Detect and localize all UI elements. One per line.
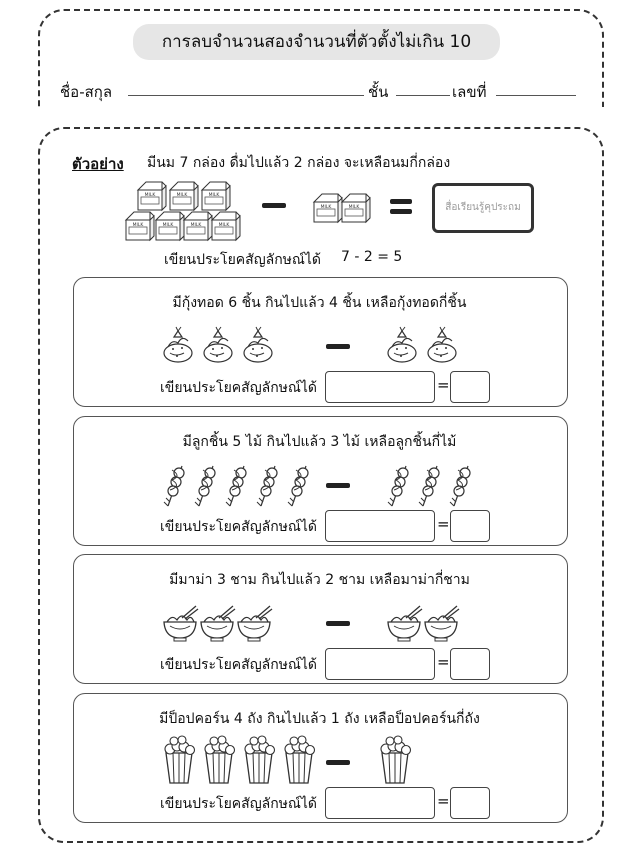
meatball-skewer-icon bbox=[419, 466, 439, 506]
noodle-bowl-icon bbox=[425, 606, 459, 641]
equals-sign-top bbox=[390, 199, 412, 204]
popcorn-bucket-icon bbox=[245, 736, 275, 783]
meatball-skewer-icon bbox=[164, 466, 184, 506]
minus-sign bbox=[326, 483, 350, 488]
meatball-skewer-icon bbox=[226, 466, 246, 506]
items-taken bbox=[378, 741, 422, 791]
result-answer-box[interactable] bbox=[450, 787, 490, 819]
problem-question: มีกุ้งทอด 6 ชิ้น กินไปแล้ว 4 ชิ้น เหลือกุ้งทอดกี่ชิ้น bbox=[172, 295, 467, 311]
sentence-answer-box[interactable] bbox=[325, 510, 435, 542]
worksheet-title: การลบจำนวนสองจำนวนที่ตัวตั้งไม่เกิน 10 bbox=[133, 24, 500, 60]
items-taken bbox=[386, 602, 469, 652]
milk-carton-icon bbox=[314, 194, 342, 222]
noodle-bowl-icon bbox=[164, 606, 198, 641]
popcorn-bucket-icon bbox=[285, 736, 315, 783]
result-answer-box[interactable] bbox=[450, 510, 490, 542]
items-start bbox=[162, 325, 286, 375]
fried-shrimp-icon bbox=[244, 327, 272, 362]
meatball-skewer-icon bbox=[450, 466, 470, 506]
sentence-answer-box[interactable] bbox=[325, 371, 435, 403]
items-start bbox=[162, 741, 326, 791]
fried-shrimp-icon bbox=[204, 327, 232, 362]
result-answer-box[interactable] bbox=[450, 371, 490, 403]
number-label: เลขที่ bbox=[452, 83, 487, 101]
problem-question: มีลูกชิ้น 5 ไม้ กินไปแล้ว 3 ไม้ เหลือลูกชิ้นกี่ไม้ bbox=[182, 434, 457, 450]
minus-sign bbox=[326, 344, 350, 349]
sentence-label: เขียนประโยคสัญลักษณ์ได้ bbox=[160, 380, 318, 396]
sentence-label: เขียนประโยคสัญลักษณ์ได้ bbox=[160, 657, 318, 673]
meatball-skewer-icon bbox=[195, 466, 215, 506]
minus-sign bbox=[326, 760, 350, 765]
equals-label: = bbox=[437, 515, 450, 533]
problem-question: มีป็อปคอร์น 4 ถัง กินไปแล้ว 1 ถัง เหลือป็อปคอร์นกี่ถัง bbox=[159, 711, 480, 727]
milk-carton-icon bbox=[202, 182, 230, 210]
number-field[interactable] bbox=[496, 95, 576, 96]
items-taken bbox=[386, 464, 484, 514]
fried-shrimp-icon bbox=[388, 327, 416, 362]
meatball-skewer-icon bbox=[288, 466, 308, 506]
meatball-skewer-icon bbox=[257, 466, 277, 506]
noodle-bowl-icon bbox=[238, 606, 272, 641]
noodle-bowl-icon bbox=[201, 606, 235, 641]
milk-carton-icon bbox=[184, 212, 212, 240]
popcorn-bucket-icon bbox=[205, 736, 235, 783]
equals-label: = bbox=[437, 653, 450, 671]
milk-carton-icon bbox=[170, 182, 198, 210]
noodle-bowl-icon bbox=[388, 606, 422, 641]
equals-label: = bbox=[437, 792, 450, 810]
brand-box: สื่อเรียนรู้คุประถม bbox=[432, 183, 534, 233]
equals-label: = bbox=[437, 376, 450, 394]
minus-sign bbox=[262, 203, 286, 208]
example-tag: ตัวอย่าง bbox=[72, 155, 124, 173]
example-sentence-label: เขียนประโยคสัญลักษณ์ได้ bbox=[164, 252, 322, 268]
sentence-answer-box[interactable] bbox=[325, 648, 435, 680]
items-start bbox=[162, 602, 282, 652]
example-answer: 7 - 2 = 5 bbox=[341, 249, 403, 265]
items-taken bbox=[386, 325, 470, 375]
minus-sign bbox=[326, 621, 350, 626]
class-field[interactable] bbox=[396, 95, 450, 96]
name-field[interactable] bbox=[128, 95, 364, 96]
meatball-skewer-icon bbox=[388, 466, 408, 506]
milk-carton-icon bbox=[126, 212, 154, 240]
milk-carton-icon bbox=[342, 194, 370, 222]
name-label: ชื่อ-สกุล bbox=[60, 83, 113, 101]
sentence-answer-box[interactable] bbox=[325, 787, 435, 819]
class-label: ชั้น bbox=[368, 83, 389, 101]
sentence-label: เขียนประโยคสัญลักษณ์ได้ bbox=[160, 519, 318, 535]
fried-shrimp-icon bbox=[164, 327, 192, 362]
problem-question: มีมาม่า 3 ชาม กินไปแล้ว 2 ชาม เหลือมาม่ากี่ชาม bbox=[169, 572, 470, 588]
milk-carton-icon bbox=[138, 182, 166, 210]
popcorn-bucket-icon bbox=[381, 736, 411, 783]
fried-shrimp-icon bbox=[428, 327, 456, 362]
equals-sign-bottom bbox=[390, 209, 412, 214]
sentence-label: เขียนประโยคสัญลักษณ์ได้ bbox=[160, 796, 318, 812]
items-start bbox=[162, 464, 322, 514]
result-answer-box[interactable] bbox=[450, 648, 490, 680]
milk-cartons-taken bbox=[312, 192, 368, 224]
milk-carton-icon bbox=[156, 212, 184, 240]
example-question: มีนม 7 กล่อง ดื่มไปแล้ว 2 กล่อง จะเหลือนมกี่กล่อง bbox=[147, 155, 451, 171]
popcorn-bucket-icon bbox=[165, 736, 195, 783]
milk-cartons-start bbox=[124, 180, 244, 242]
milk-carton-icon bbox=[212, 212, 240, 240]
